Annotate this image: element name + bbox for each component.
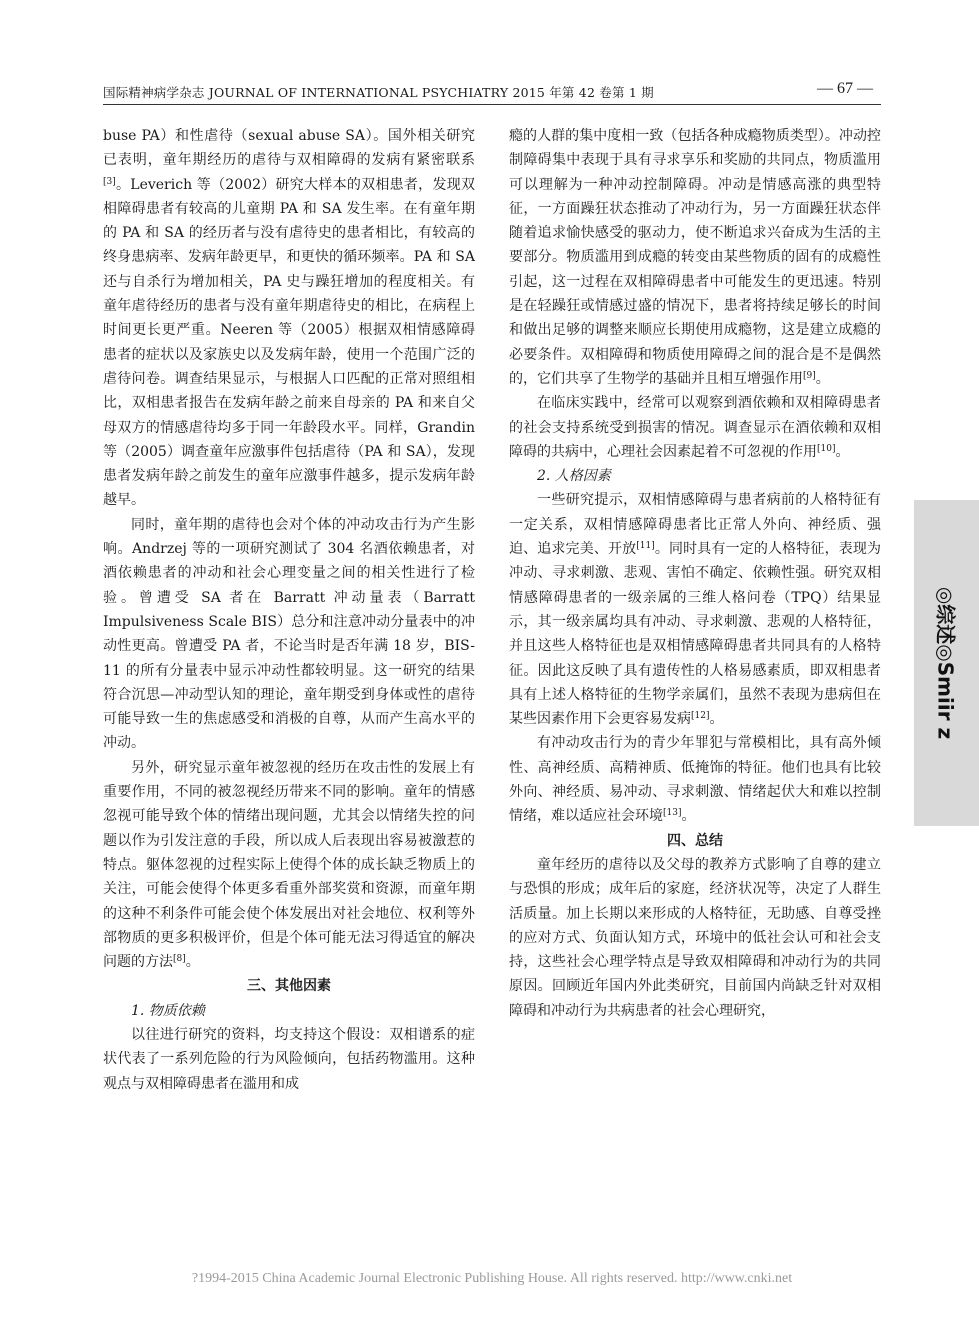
paragraph: 另外，研究显示童年被忽视的经历在攻击性的发展上有重要作用，不同的被忽视经历带来不同的影响。童年的情感忽视可能导致个体的情绪出现问题，尤其会以情绪失控的问题以作为引发注意的手段，所以成人后表现出容易被激惹的特点。躯体忽视的过程实际上使得个体的成长缺乏物质上的关注，可能会使得个体更多看重外部奖赏和资源，而童年期的这种不利条件可能会使个体发展出对社会地位、权利等外部物质的更多积极评价，但是个体可能无法习得适宜的解决问题的方法[8]。 xyxy=(103,759,475,971)
citation[interactable]: [9] xyxy=(803,370,816,381)
paragraph: 童年经历的虐待以及父母的教养方式影响了自尊的建立与恐惧的形成；成年后的家庭，经济状况等，决定了人群生活质量。加上长期以来形成的人格特征，无助感、自尊受挫的应对方式、负面认知方式，环境中的低社会认可和社会支持，这些社会心理学特点是导致双相障碍和冲动行为的共同原因。回顾近年国内外此类研究，目前国内尚缺乏针对双相障碍和冲动行为共病患者的社会心理研究， xyxy=(509,856,881,1019)
citation[interactable]: [10] xyxy=(817,443,836,454)
paragraph: 同时，童年期的虐待也会对个体的冲动攻击行为产生影响。Andrzej 等的一项研究测试了 304 名酒依赖患者，对酒依赖患者的冲动和社会心理变量之间的相关性进行了检验。曾遭受 SA 者在 Barratt 冲动量表（Barratt Impulsiveness Scale BIS）总分和注意冲动分量表中的冲动性更高。曾遭受 PA 者，不论当时是否年满 18 岁，BIS-11 的所有分量表中显示冲动性都较明显。这一研究的结果符合沉思—冲动型认知的理论，童年期受到身体或性的虐待可能导致一生的焦虑感受和消极的自尊，从而产生高水平的冲动。 xyxy=(103,516,475,752)
side-tab-label: ◎综述◎Smiir z xyxy=(933,586,957,740)
citation[interactable]: [12] xyxy=(691,711,710,722)
left-column xyxy=(103,124,475,1096)
citation[interactable]: [8] xyxy=(173,954,186,965)
citation[interactable]: [3] xyxy=(103,176,116,187)
section-heading: 三、其他因素 xyxy=(247,978,331,995)
paragraph: 在临床实践中，经常可以观察到酒依赖和双相障碍患者的社会支持系统受到损害的情况。调查显示在酒依赖和双相障碍的共病中，心理社会因素起着不可忽视的作用[10]。 xyxy=(509,395,881,460)
right-column xyxy=(509,124,881,1023)
paragraph: 一些研究提示，双相情感障碍与患者病前的人格特征有一定关系，双相情感障碍患者比正常人外向、神经质、强迫、追求完美、开放[11]。同时具有一定的人格特征，表现为冲动、寻求刺激、悲观、害怕不确定、依赖性强。研究双相情感障碍患者的一级亲属的三维人格问卷（TPQ）结果显示，其一级亲属均具有冲动、寻求刺激、悲观的人格特征，并且这些人格特征也是双相情感障碍患者共同具有的人格特征。因此这反映了具有遗传性的人格易感素质，即双相患者具有上述人格特征的生物学亲属们，虽然不表现为患病但在某些因素作用下会更容易发病[12]。 xyxy=(509,492,881,728)
section-heading: 四、总结 xyxy=(667,832,723,849)
page-number: — 67 — xyxy=(817,80,873,97)
citation[interactable]: [11] xyxy=(636,541,655,552)
journal-title: 国际精神病学杂志 JOURNAL OF INTERNATIONAL PSYCHIATRY 2015 年第 42 卷第 1 期 xyxy=(103,85,654,100)
copyright-footer: ?1994-2015 China Academic Journal Electronic Publishing House. All rights reserved. http://www.cnki.net xyxy=(191,1271,793,1286)
subsection-heading: 2. 人格因素 xyxy=(537,468,611,485)
running-header xyxy=(103,78,881,105)
paragraph: 以往进行研究的资料，均支持这个假设：双相谱系的症状代表了一系列危险的行为风险倾向，包括药物滥用。这种观点与双相障碍患者在滥用和成 xyxy=(103,1026,475,1092)
citation[interactable]: [13] xyxy=(663,808,682,819)
paragraph: buse PA）和性虐待（sexual abuse SA）。国外相关研究已表明，童年期经历的虐待与双相障碍的发病有紧密联系[3]。Leverich 等（2002）研究大样本的双相患者，发现双相障碍患者有较高的儿童期 PA 和 SA 发生率。在有童年期的 PA 和 SA 的经历者与没有虐待史的患者相比，有较高的终身患病率、发病年龄更早，和更快的循环频率。PA 和 SA 还与自杀行为增加相关，PA 史与躁狂增加的程度相关。有童年虐待经历的患者与没有童年期虐待史的相比，在病程上时间更长更严重。Neeren 等（2005）根据双相情感障碍患者的症状以及家族史以及发病年龄，使用一个范围广泛的虐待问卷。调查结果显示，与根据人口匹配的正常对照组相比，双相患者报告在发病年龄之前来自母亲的 PA 和来自父母双方的情感虐待均多于同一年龄段水平。同样，Grandin 等（2005）调查童年应激事件包括虐待（PA 和 SA），发现患者发病年龄之前发生的童年应激事件越多，提示发病年龄越早。 xyxy=(103,128,475,509)
paragraph: 瘾的人群的集中度相一致（包括各种成瘾物质类型）。冲动控制障碍集中表现于具有寻求享乐和奖励的共同点，物质滥用可以理解为一种冲动控制障碍。冲动是情感高涨的典型特征，一方面躁狂状态推动了冲动行为，另一方面躁狂状态伴随着追求愉快感受的驱动力，使不断追求兴奋成为生活的主要部分。物质滥用到成瘾的转变由某些物质的固有的成瘾性引起，这一过程在双相障碍患者中可能发生的更迅速。特别是在轻躁狂或情感过盛的情况下，患者将持续足够长的时间和做出足够的调整来顺应长期使用成瘾物，这是建立成瘾的必要条件。双相障碍和物质使用障碍之间的混合是不是偶然的，它们共享了生物学的基础并且相互增强作用[9]。 xyxy=(509,128,881,387)
subsection-heading: 1. 物质依赖 xyxy=(131,1002,205,1019)
paragraph: 有冲动攻击行为的青少年罪犯与常模相比，具有高外倾性、高神经质、高精神质、低掩饰的特征。他们也具有比较外向、神经质、易冲动、寻求刺激、情绪起伏大和难以控制情绪，难以适应社会环境[13]。 xyxy=(509,735,881,825)
section-side-tab xyxy=(914,500,979,826)
